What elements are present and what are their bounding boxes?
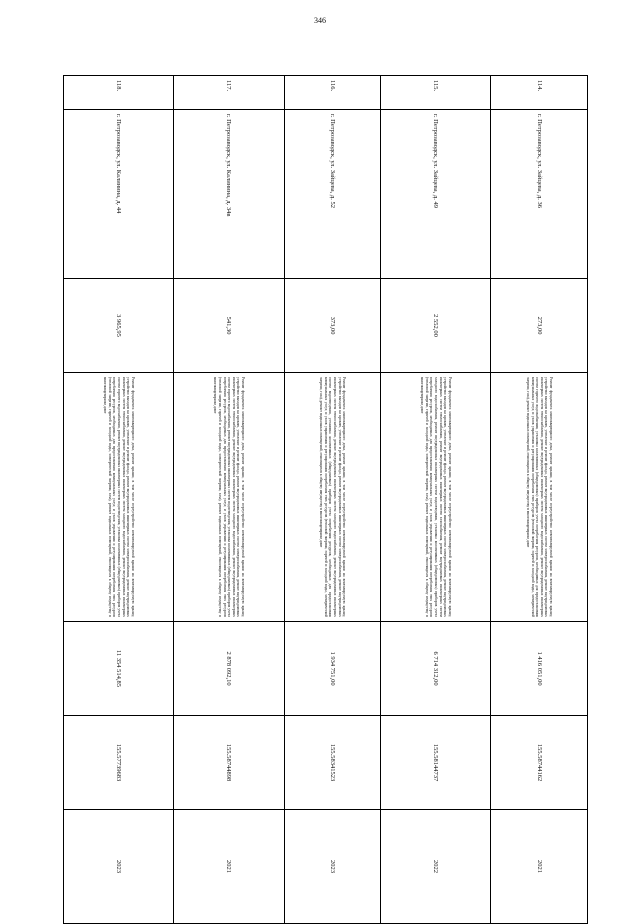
table-row <box>491 76 588 924</box>
cost-cell: 11 354 514,85 <box>64 622 174 716</box>
works-cell: Ремонт фундамента многоквартирного дома, ремонт крыши, в том числе переустройство невентилируемой крыши на вентилируемую крышу, устройство выходов на кровлю, утепление и ремонт фасада, ремонт внутридомовых инженерных систем электроснабжения, ремонт внутридомовых инженерных систем теплоснабжения, ремонт внутридомовых инженерных систем холодного водоснабжения, ремонт внутридомовых инженерных систем водоотведения, установка коллективных (общедомовых) приборов учета потребления ресурсов, необходимых для предоставления коммунальных услуг, и узлов управления и регулирования потребления этих ресурсов (тепловой энергии, горячей и холодной воды, электрической энергии, газа), ремонт подвальных помещений, относящихся к общему имуществу в многоквартирном доме <box>284 373 381 622</box>
area-cell: 2 552,00 <box>381 279 491 373</box>
address-cell: г. Петрозаводск, ул. Калинина, д. 34в <box>174 110 284 279</box>
address-cell: г. Петрозаводск, ул. Зайцева, д. 52 <box>284 110 381 279</box>
cadastral-cell: 155.58144737 <box>381 716 491 810</box>
address-cell: г. Петрозаводск, ул. Калинина, д. 44 <box>64 110 174 279</box>
table-row <box>381 76 491 924</box>
area-cell: 273,00 <box>491 279 588 373</box>
table-row <box>174 76 284 924</box>
year-cell: 2023 <box>284 810 381 924</box>
row-number: 118. <box>64 76 174 110</box>
row-number: 116. <box>284 76 381 110</box>
row-number: 117. <box>174 76 284 110</box>
cadastral-cell: 155.58341523 <box>284 716 381 810</box>
year-cell: 2023 <box>64 810 174 924</box>
works-cell: Ремонт фундамента многоквартирного дома, ремонт крыши, в том числе переустройство невентилируемой крыши на вентилируемую крышу, устройство выходов на кровлю, утепление и ремонт фасада, ремонт внутридомовых инженерных систем электроснабжения, ремонт внутридомовых инженерных систем теплоснабжения, ремонт внутридомовых инженерных систем холодного водоснабжения, ремонт внутридомовых инженерных систем горячего водоснабжения, установка коллективных (общедомовых) приборов учета потребления ресурсов, необходимых для предоставления коммунальных услуг, и узлов управления и регулирования потребления этих ресурсов (тепловой энергии, горячей и холодной воды, электрической энергии, газа), ремонт подвальных помещений, относящихся к общему имуществу в многоквартирном доме <box>491 373 588 622</box>
area-cell: 373,00 <box>284 279 381 373</box>
year-cell: 2022 <box>381 810 491 924</box>
works-cell: Ремонт фундамента многоквартирного дома, ремонт крыши, в том числе переустройство невентилируемой крыши на вентилируемую крышу, устройство выходов на кровлю, утепление и ремонт фасада, ремонт внутридомовых инженерных систем электроснабжения, ремонт внутридомовых инженерных систем теплоснабжения, ремонт внутридомовых инженерных систем газоснабжения, ремонт внутридомовых инженерных систем холодного водоснабжения, ремонт внутридомовых инженерных систем водоотведения, установка коллективных (общедомовых) приборов учета потребления ресурсов, необходимых для предоставления коммунальных услуг, и узлов управления и регулирования потребления этих ресурсов (тепловой энергии, горячей и холодной воды, электрической энергии, газа), ремонт подвальных помещений, относящихся к общему имуществу в многоквартирном доме <box>381 373 491 622</box>
cost-cell: 2 878 092,10 <box>174 622 284 716</box>
address-cell: г. Петрозаводск, ул. Зайцева, д. 36 <box>491 110 588 279</box>
works-cell: Ремонт фундамента многоквартирного дома, ремонт крыши, в том числе переустройство невентилируемой крыши на вентилируемую крышу, устройство выходов на кровлю, утепление и ремонт фасада, ремонт внутридомовых инженерных систем электроснабжения, ремонт внутридомовых инженерных систем теплоснабжения, ремонт внутридомовых инженерных систем холодного водоснабжения, ремонт внутридомовых инженерных систем горячего водоснабжения, ремонт внутридомовых инженерных систем водоотведения, установка коллективных (общедомовых) приборов учета потребления ресурсов, необходимых для предоставления коммунальных услуг, и узлов управления и регулирования потребления этих ресурсов (тепловой энергии, горячей и холодной воды, электрической энергии, газа), ремонт подвальных помещений, относящихся к общему имуществу в многоквартирном доме <box>174 373 284 622</box>
row-number: 114. <box>491 76 588 110</box>
year-cell: 2021 <box>174 810 284 924</box>
repair-program-table <box>63 75 588 924</box>
cadastral-cell: 155.57739683 <box>64 716 174 810</box>
page-number: 346 <box>314 16 326 25</box>
area-cell: 3 965,95 <box>64 279 174 373</box>
cadastral-cell: 155.58744162 <box>491 716 588 810</box>
cost-cell: 6 714 312,00 <box>381 622 491 716</box>
row-number: 115. <box>381 76 491 110</box>
table-row <box>284 76 381 924</box>
address-cell: г. Петрозаводск, ул. Зайцева, д. 49 <box>381 110 491 279</box>
year-cell: 2021 <box>491 810 588 924</box>
cost-cell: 1 934 751,00 <box>284 622 381 716</box>
table-row <box>64 76 174 924</box>
cadastral-cell: 155.58744898 <box>174 716 284 810</box>
rotated-table-container <box>63 75 588 873</box>
works-cell: Ремонт фундамента многоквартирного дома, ремонт крыши, в том числе переустройство невентилируемой крыши на вентилируемую крышу, устройство выходов на кровлю, утепление и ремонт фасада, ремонт внутридомовых инженерных систем электроснабжения, ремонт внутридомовых инженерных систем теплоснабжения, ремонт внутридомовых инженерных систем холодного водоснабжения, ремонт внутридомовых инженерных систем горячего водоснабжения, ремонт внутридомовых инженерных систем водоотведения, установка коллективных (общедомовых) приборов учета потребления ресурсов, необходимых для предоставления коммунальных услуг, и узлов управления и регулирования потребления этих ресурсов (тепловой энергии, горячей и холодной воды, электрической энергии, газа), ремонт подвальных помещений, относящихся к общему имуществу в многоквартирном доме <box>64 373 174 622</box>
cost-cell: 1 416 051,00 <box>491 622 588 716</box>
area-cell: 541,30 <box>174 279 284 373</box>
